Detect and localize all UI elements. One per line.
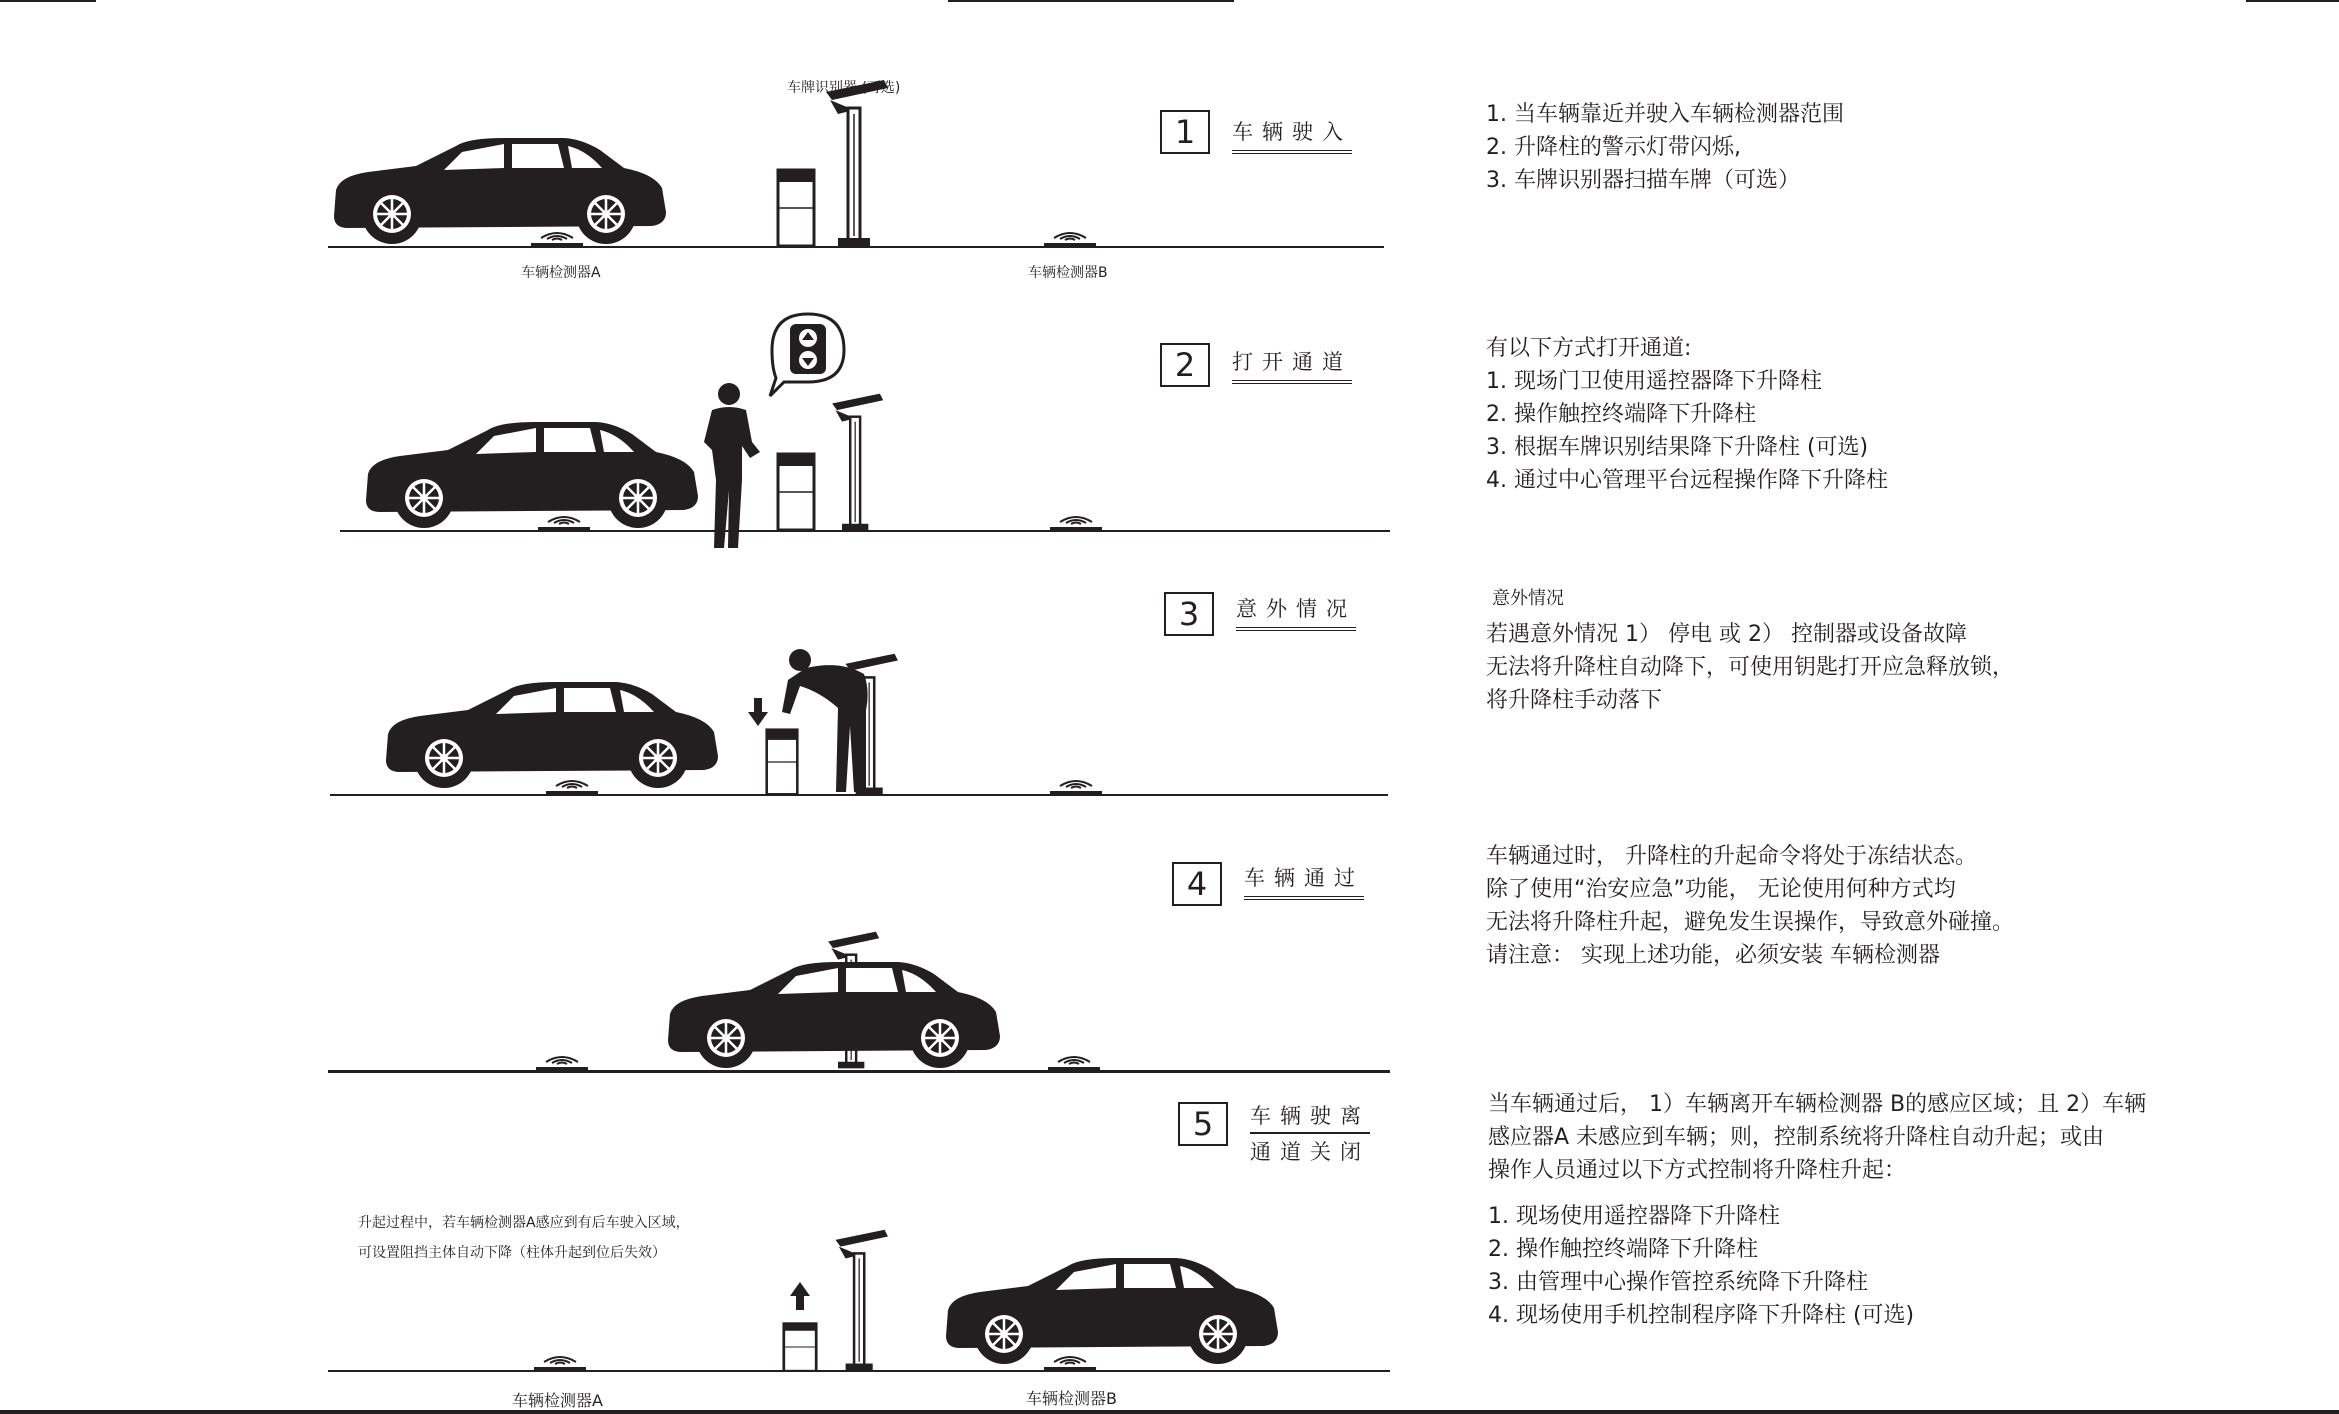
plate-reader-camera-icon — [826, 392, 886, 532]
step-title-4: 车辆通过 — [1244, 862, 1364, 900]
desc-line: 2. 操作触控终端降下升降柱 — [1488, 1237, 1758, 1262]
desc-line: 有以下方式打开通道: — [1486, 336, 1692, 361]
desc-line: 4. 现场使用手机控制程序降下升降柱 (可选) — [1488, 1303, 1915, 1328]
desc-line: 若遇意外情况 1） 停电 或 2） 控制器或设备故障 — [1486, 622, 1967, 647]
detector-b-label: 车辆检测器B — [1028, 265, 1108, 281]
desc-step-4 — [1486, 840, 2014, 972]
detector-a-label: 车辆检测器A — [512, 1391, 603, 1410]
loop-detector-icon — [1040, 1350, 1100, 1372]
desc-line: 将升降柱手动落下 — [1486, 688, 1663, 713]
desc-line: 除了使用“治安应急”功能， 无论使用何种方式均 — [1486, 877, 1956, 902]
suv-silhouette-icon — [360, 412, 700, 532]
desc-line: 3. 车牌识别器扫描车牌（可选） — [1486, 168, 1800, 193]
detector-b-label: 车辆检测器B — [1026, 1389, 1117, 1408]
loop-detector-icon — [534, 510, 594, 532]
note-line: 可设置阻挡主体自动下降（柱体升起到位后失效） — [358, 1245, 666, 1261]
note-line: 升起过程中，若车辆检测器A感应到有后车驶入区域， — [358, 1215, 690, 1231]
arrow-down-icon — [748, 698, 768, 726]
desc-line: 3. 由管理中心操作管控系统降下升降柱 — [1488, 1270, 1868, 1295]
step-title-5b: 通道关闭 — [1250, 1140, 1370, 1164]
desc-line: 无法将升降柱升起，避免发生误操作，导致意外碰撞。 — [1486, 910, 2015, 935]
loop-detector-icon — [532, 1050, 592, 1072]
desc-line: 1. 当车辆靠近并驶入车辆检测器范围 — [1486, 102, 1844, 127]
step-number-1: 1 — [1160, 110, 1210, 154]
lift-note — [358, 1208, 690, 1268]
desc-step-3-heading: 意外情况 — [1492, 588, 1564, 609]
desc-line: 2. 操作触控终端降下升降柱 — [1486, 402, 1756, 427]
step-number-2: 2 — [1160, 343, 1210, 387]
bollard-icon — [776, 168, 816, 248]
loop-detector-icon — [1046, 510, 1106, 532]
desc-line: 当车辆通过后， 1）车辆离开车辆检测器 B的感应区域；且 2）车辆 — [1488, 1092, 2147, 1117]
desc-step-3 — [1486, 618, 2014, 717]
step-title-1: 车辆驶入 — [1232, 116, 1352, 154]
bottom-border — [0, 1410, 2339, 1414]
desc-line: 2. 升降柱的警示灯带闪烁, — [1486, 135, 1741, 160]
desc-step-2 — [1486, 332, 1888, 497]
loop-detector-icon — [1046, 774, 1106, 796]
person-silhouette-icon — [694, 380, 764, 550]
remote-control-bubble-icon — [764, 310, 848, 396]
desc-step-5a — [1488, 1088, 2146, 1187]
bollard-icon — [782, 1322, 818, 1372]
step-title-5: 车辆驶离 — [1250, 1100, 1370, 1134]
top-rule-left — [0, 0, 96, 2]
desc-line: 请注意： 实现上述功能，必须安装 车辆检测器 — [1486, 943, 1940, 968]
bollard-icon — [776, 452, 816, 532]
detector-a-label: 车辆检测器A — [521, 265, 601, 281]
step-number-4: 4 — [1172, 862, 1222, 906]
plate-reader-camera-icon — [828, 1228, 892, 1372]
loop-detector-icon — [542, 774, 602, 796]
loop-detector-icon — [530, 1350, 590, 1372]
loop-detector-icon — [1044, 1050, 1104, 1072]
desc-step-1 — [1486, 98, 1844, 197]
desc-line: 无法将升降柱自动降下，可使用钥匙打开应急释放锁， — [1486, 655, 2015, 680]
desc-line: 车辆通过时， 升降柱的升起命令将处于冻结状态。 — [1486, 844, 1977, 869]
step-number-3: 3 — [1164, 592, 1214, 636]
suv-silhouette-icon — [328, 128, 668, 248]
suv-silhouette-icon — [662, 952, 1002, 1072]
desc-line: 感应器A 未感应到车辆；则，控制系统将升降柱自动升起；或由 — [1488, 1125, 2105, 1150]
desc-step-5b — [1488, 1200, 1914, 1332]
plate-reader-camera-icon — [820, 78, 890, 248]
suv-silhouette-icon — [940, 1248, 1280, 1368]
top-rule-center — [948, 0, 1234, 2]
desc-line: 1. 现场门卫使用遥控器降下升降柱 — [1486, 369, 1822, 394]
person-silhouette-icon — [780, 646, 880, 796]
step-title-3: 意外情况 — [1236, 593, 1356, 631]
top-rule-right — [2246, 0, 2339, 2]
loop-detector-icon — [1040, 226, 1100, 248]
desc-line: 操作人员通过以下方式控制将升降柱升起： — [1488, 1158, 1907, 1183]
arrow-up-icon — [790, 1282, 810, 1310]
loop-detector-icon — [527, 226, 587, 248]
step-title-2: 打开通道 — [1232, 346, 1352, 384]
desc-line: 4. 通过中心管理平台远程操作降下升降柱 — [1486, 468, 1888, 493]
desc-line: 1. 现场使用遥控器降下升降柱 — [1488, 1204, 1780, 1229]
desc-line: 3. 根据车牌识别结果降下升降柱 (可选) — [1486, 435, 1869, 460]
step-number-5: 5 — [1178, 1102, 1228, 1146]
plate-reader-label: 车牌识别器 (可选) — [787, 80, 901, 96]
